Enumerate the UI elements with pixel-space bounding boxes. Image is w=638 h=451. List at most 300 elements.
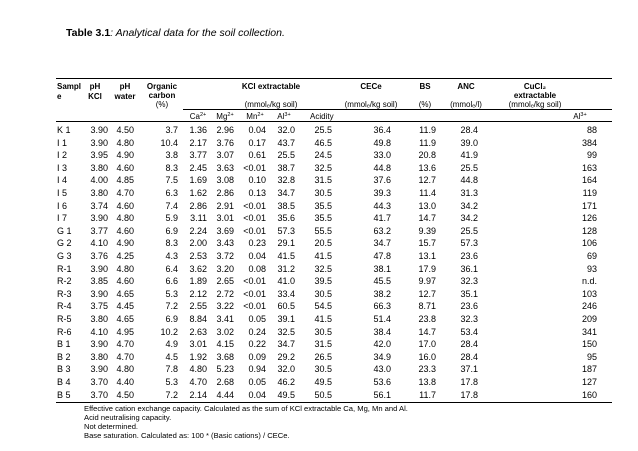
- cell-cucl: 106: [581, 238, 597, 249]
- cell-ph-kcl: 3.85: [90, 276, 108, 287]
- cell-sample: R-2: [57, 276, 72, 287]
- cell-bs: 14.7: [418, 213, 436, 224]
- cell-ca: 2.63: [189, 326, 207, 337]
- cell-sample: B 4: [57, 377, 71, 387]
- cell-ph-kcl: 4.10: [90, 238, 108, 249]
- cell-ca: 2.53: [189, 251, 207, 261]
- cell-mg: 3.08: [216, 175, 234, 186]
- cell-ph-kcl: 3.74: [90, 200, 108, 211]
- cell-cucl: 93: [586, 263, 597, 274]
- cell-ca: 2.24: [189, 225, 207, 236]
- cell-cece: 36.4: [373, 125, 391, 135]
- cell-ph-kcl: 3.76: [90, 251, 108, 261]
- cell-cucl: 127: [581, 377, 597, 387]
- cell-bs: 13.0: [418, 200, 436, 211]
- cell-acidity: 30.5: [314, 188, 332, 198]
- header-ca: $Ca^{2+}$: [189, 112, 207, 121]
- cell-ca: 1.62: [189, 188, 207, 198]
- cell-acidity: 32.5: [314, 162, 332, 173]
- cell-ph-water: 4.50: [116, 125, 134, 135]
- cell-cucl: 341: [581, 326, 597, 337]
- cell-ph-water: 4.60: [116, 200, 134, 211]
- cell-al: 35.6: [277, 213, 295, 224]
- cell-al: 32.8: [277, 175, 295, 186]
- cell-cece: 34.9: [373, 351, 391, 362]
- cell-ph-kcl: 3.90: [90, 263, 108, 274]
- cell-sample: I 6: [57, 200, 68, 211]
- cell-ph-kcl: 3.80: [90, 188, 108, 198]
- cell-ca: 4.70: [189, 377, 207, 387]
- cell-ph-water: 4.50: [116, 389, 134, 400]
- cell-bs: 13.1: [418, 251, 436, 261]
- cell-mg: 3.01: [216, 213, 234, 224]
- bottom-rule: [56, 402, 612, 403]
- cell-ph-kcl: 3.90: [90, 364, 108, 375]
- cell-mn: 0.24: [248, 326, 266, 337]
- cell-cucl: 103: [581, 288, 597, 299]
- cell-al: 32.0: [277, 364, 295, 375]
- cell-bs: 13.6: [418, 162, 436, 173]
- cell-anc: 23.6: [460, 301, 478, 312]
- header-al: $Al^{3+}$: [277, 112, 291, 121]
- cell-organic: 6.3: [165, 188, 178, 198]
- cell-mn: 0.09: [248, 351, 266, 362]
- header-cece-unit: (mmolₑ/kg soil): [344, 100, 398, 109]
- top-rule: [56, 78, 612, 79]
- cell-acidity: 41.5: [314, 251, 332, 261]
- cell-ph-water: 4.60: [116, 276, 134, 287]
- cell-ca: 3.11: [190, 213, 207, 224]
- cell-cece: 43.0: [373, 364, 391, 375]
- cell-al: 57.3: [277, 225, 295, 236]
- cell-ph-water: 4.80: [116, 137, 134, 148]
- cell-ca: 4.80: [189, 364, 207, 375]
- cell-mg: 3.63: [216, 162, 234, 173]
- cell-sample: B 5: [57, 389, 71, 400]
- cell-ca: 2.00: [189, 238, 207, 249]
- cell-acidity: 31.5: [314, 175, 332, 186]
- header-ph-kcl: pH: [89, 82, 101, 91]
- cell-sample: I 4: [57, 175, 68, 186]
- cell-acidity: 46.5: [314, 137, 332, 148]
- cell-ph-kcl: 3.90: [90, 137, 108, 148]
- cell-sample: R-6: [57, 326, 72, 337]
- cell-organic: 7.5: [165, 175, 178, 186]
- cell-ph-kcl: 3.70: [90, 389, 108, 400]
- cell-al: 46.2: [277, 377, 295, 387]
- header-mn: $Mn^{2+}$: [246, 112, 264, 121]
- cell-acidity: 54.5: [314, 301, 332, 312]
- cell-organic: 7.2: [165, 389, 178, 400]
- header-cucl: CuCl₂: [523, 82, 547, 91]
- cell-ph-water: 4.40: [116, 377, 134, 387]
- table-row: [0, 162, 638, 175]
- note-bs: Base saturation. Calculated as: 100 * (Basic cations) / CECe.: [84, 431, 290, 440]
- table-row: [0, 338, 638, 351]
- cell-bs: 9.97: [418, 276, 436, 287]
- table-row: [0, 200, 638, 213]
- table-row: [0, 187, 638, 200]
- header-sample: Sampl: [57, 82, 82, 91]
- table-row: [0, 250, 638, 263]
- cell-sample: R-5: [57, 314, 72, 324]
- cell-anc: 28.4: [460, 339, 478, 350]
- cell-anc: 39.0: [460, 137, 478, 148]
- header-sample-2: e: [57, 92, 62, 101]
- cell-ph-kcl: 3.80: [90, 351, 108, 362]
- header-cucl-al: $Al^{3+}$: [573, 112, 587, 121]
- cell-mg: 3.07: [216, 150, 234, 161]
- cell-ph-kcl: 3.90: [90, 125, 108, 135]
- cell-acidity: 31.5: [314, 339, 332, 350]
- cell-cece: 42.0: [373, 339, 391, 350]
- cell-organic: 5.9: [165, 213, 178, 224]
- cell-bs: 11.4: [419, 188, 436, 198]
- cell-organic: 3.8: [165, 150, 178, 161]
- table-row: [0, 263, 638, 276]
- cell-ca: 3.62: [189, 263, 207, 274]
- cell-al: 25.5: [277, 150, 295, 161]
- cell-anc: 44.8: [460, 175, 478, 186]
- header-ph-kcl-2: KCl: [88, 92, 102, 101]
- cell-ph-water: 4.65: [116, 288, 134, 299]
- cell-ph-kcl: 3.90: [90, 213, 108, 224]
- cell-cucl: 246: [581, 301, 597, 312]
- cell-organic: 10.4: [160, 137, 178, 148]
- cell-ph-kcl: 4.10: [90, 326, 108, 337]
- cell-mn: <0.01: [243, 162, 266, 173]
- cell-bs: 23.3: [418, 364, 436, 375]
- cell-ph-water: 4.85: [116, 175, 134, 186]
- cell-organic: 3.7: [165, 125, 178, 135]
- cell-mg: 3.68: [216, 351, 234, 362]
- cell-bs: 12.7: [418, 288, 436, 299]
- table-row: [0, 326, 638, 339]
- note-nd: Not determined.: [84, 422, 139, 431]
- cell-cece: 51.4: [373, 314, 391, 324]
- table-caption: [66, 27, 285, 39]
- header-ph-water: pH: [119, 82, 131, 91]
- cell-acidity: 25.5: [314, 125, 332, 135]
- cell-bs: 23.8: [418, 314, 436, 324]
- cell-sample: I 7: [57, 213, 68, 224]
- cell-ph-kcl: 3.75: [90, 301, 108, 312]
- cell-ca: 2.14: [189, 389, 207, 400]
- cell-sample: G 2: [57, 238, 72, 249]
- cell-cece: 38.2: [373, 288, 391, 299]
- cell-mn: 0.05: [248, 314, 266, 324]
- cell-mn: 0.05: [248, 377, 266, 387]
- cell-bs: 14.7: [418, 326, 436, 337]
- cell-organic: 8.3: [165, 162, 178, 173]
- cell-cucl: 187: [581, 364, 597, 375]
- cell-cece: 41.7: [373, 213, 391, 224]
- cell-ca: 1.36: [189, 125, 207, 135]
- cell-acidity: 49.5: [314, 377, 332, 387]
- cell-organic: 7.2: [165, 301, 178, 312]
- cell-mn: 0.61: [248, 150, 266, 161]
- cell-mn: 0.08: [248, 263, 266, 274]
- header-cece: CECe: [360, 82, 382, 91]
- table-row: [0, 288, 638, 301]
- cell-acidity: 30.5: [314, 364, 332, 375]
- cell-ph-water: 4.25: [116, 251, 134, 261]
- cell-cucl: 69: [586, 251, 597, 261]
- cell-organic: 10.2: [160, 326, 178, 337]
- cell-cece: 39.3: [373, 188, 391, 198]
- cell-acidity: 20.5: [314, 238, 332, 249]
- cell-ph-kcl: 3.80: [90, 314, 108, 324]
- cell-anc: 34.2: [460, 200, 478, 211]
- cell-ph-kcl: 3.90: [90, 288, 108, 299]
- cell-mg: 4.44: [216, 389, 234, 400]
- cell-anc: 57.3: [460, 238, 478, 249]
- cell-al: 49.5: [277, 389, 295, 400]
- subheader-rule: [183, 109, 612, 110]
- header-anc: ANC: [457, 82, 475, 91]
- cell-anc: 23.6: [460, 251, 478, 261]
- cell-ph-water: 4.80: [116, 263, 134, 274]
- header-kcl-unit: (mmolₑ/kg soil): [244, 100, 298, 109]
- cell-ph-water: 4.45: [116, 301, 134, 312]
- cell-mn: 0.04: [248, 251, 266, 261]
- cell-ca: 8.84: [189, 314, 207, 324]
- cell-cucl: 171: [581, 200, 597, 211]
- table-row: [0, 300, 638, 313]
- cell-ph-water: 4.65: [116, 314, 134, 324]
- cell-mn: 0.04: [248, 389, 266, 400]
- cell-ph-water: 4.80: [116, 364, 134, 375]
- cell-organic: 6.4: [165, 263, 178, 274]
- cell-sample: I 2: [57, 150, 68, 161]
- cell-cucl: 99: [586, 150, 597, 161]
- cell-mn: 0.17: [248, 137, 266, 148]
- cell-cece: 53.6: [373, 377, 391, 387]
- cell-cece: 66.3: [373, 301, 391, 312]
- cell-mg: 2.65: [216, 276, 234, 287]
- cell-bs: 13.8: [418, 377, 436, 387]
- cell-mn: <0.01: [243, 225, 266, 236]
- cell-mg: 4.15: [216, 339, 234, 350]
- cell-organic: 8.3: [165, 238, 178, 249]
- cell-cucl: 95: [586, 351, 597, 362]
- cell-bs: 17.9: [418, 263, 436, 274]
- cell-bs: 17.0: [418, 339, 436, 350]
- table-row: [0, 275, 638, 288]
- cell-bs: 9.39: [418, 225, 436, 236]
- table-row: [0, 149, 638, 162]
- cell-al: 29.1: [277, 238, 295, 249]
- header-bs: BS: [419, 82, 431, 91]
- cell-mg: 2.72: [216, 288, 234, 299]
- header-anc-unit: (mmolₑ/l): [450, 100, 482, 109]
- cell-bs: 12.7: [418, 175, 436, 186]
- cell-anc: 36.1: [460, 263, 478, 274]
- table-row: [0, 389, 638, 402]
- cell-mg: 5.23: [216, 364, 234, 375]
- cell-cece: 38.1: [373, 263, 391, 274]
- cell-ca: 2.86: [189, 200, 207, 211]
- cell-al: 29.2: [277, 351, 295, 362]
- header-ph-water-2: water: [114, 92, 136, 101]
- cell-cece: 63.2: [373, 225, 391, 236]
- cell-mn: <0.01: [243, 213, 266, 224]
- cell-bs: 15.7: [418, 238, 436, 249]
- cell-cece: 34.7: [373, 238, 391, 249]
- cell-mn: 0.94: [248, 364, 266, 375]
- cell-anc: 34.2: [460, 213, 478, 224]
- table-row: [0, 376, 638, 389]
- cell-mg: 3.41: [216, 314, 234, 324]
- cell-anc: 28.4: [460, 125, 478, 135]
- cell-ca: 1.89: [189, 276, 207, 287]
- table-row: [0, 212, 638, 225]
- cell-cucl: 119: [582, 188, 597, 198]
- cell-al: 32.5: [277, 326, 295, 337]
- cell-anc: 32.3: [460, 276, 478, 287]
- cell-ph-water: 4.90: [116, 150, 134, 161]
- cell-ca: 2.55: [189, 301, 207, 312]
- cell-ca: 3.01: [189, 339, 207, 350]
- cell-sample: R-3: [57, 288, 72, 299]
- cell-organic: 7.8: [165, 364, 178, 375]
- cell-anc: 31.3: [460, 188, 478, 198]
- cell-ph-water: 4.95: [116, 326, 134, 337]
- header-bottom-rule: [56, 121, 612, 122]
- cell-mg: 3.20: [216, 263, 234, 274]
- cell-organic: 6.6: [165, 276, 178, 287]
- cell-acidity: 26.5: [314, 351, 332, 362]
- cell-organic: 4.5: [165, 351, 178, 362]
- cell-al: 31.2: [277, 263, 295, 274]
- header-organic-2: carbon: [148, 91, 176, 100]
- cell-anc: 25.5: [460, 162, 478, 173]
- table-row: [0, 137, 638, 150]
- cell-al: 60.5: [277, 301, 295, 312]
- cell-ph-water: 4.80: [116, 213, 134, 224]
- cell-ph-kcl: 3.80: [90, 162, 108, 173]
- cell-organic: 6.9: [165, 314, 178, 324]
- cell-ph-water: 4.70: [116, 188, 134, 198]
- cell-ph-water: 4.70: [116, 351, 134, 362]
- cell-al: 32.0: [277, 125, 295, 135]
- cell-cece: 49.8: [373, 137, 391, 148]
- cell-mg: 3.69: [216, 225, 234, 236]
- note-cece: Effective cation exchange capacity. Calculated as the sum of KCl extractable Ca, Mg, Mn and Al.: [84, 404, 408, 413]
- table-row: [0, 351, 638, 364]
- cell-anc: 17.8: [460, 389, 478, 400]
- cell-mn: 0.22: [248, 339, 266, 350]
- header-bs-unit: (%): [418, 100, 432, 109]
- header-kcl-extractable: KCl extractable: [241, 82, 301, 91]
- cell-cucl: 160: [581, 389, 597, 400]
- cell-mg: 3.76: [216, 137, 234, 148]
- cell-organic: 6.9: [165, 225, 178, 236]
- cell-ca: 1.69: [189, 175, 207, 186]
- cell-acidity: 35.5: [314, 213, 332, 224]
- table-row: [0, 363, 638, 376]
- cell-acidity: 55.5: [314, 225, 332, 236]
- cell-bs: 11.9: [419, 125, 436, 135]
- cell-cece: 37.6: [373, 175, 391, 186]
- cell-ca: 3.77: [189, 150, 207, 161]
- cell-ph-water: 4.70: [116, 339, 134, 350]
- cell-bs: 11.7: [419, 389, 436, 400]
- cell-al: 43.7: [277, 137, 295, 148]
- cell-anc: 41.9: [460, 150, 478, 161]
- cell-al: 39.1: [277, 314, 295, 324]
- cell-ph-kcl: 4.00: [90, 175, 108, 186]
- cell-bs: 8.71: [418, 301, 436, 312]
- cell-cece: 44.3: [373, 200, 391, 211]
- cell-acidity: 39.5: [314, 276, 332, 287]
- cell-al: 34.7: [277, 188, 295, 198]
- cell-cucl: 150: [581, 339, 597, 350]
- cell-anc: 17.8: [460, 377, 478, 387]
- cell-sample: K 1: [57, 125, 71, 135]
- cell-anc: 53.4: [460, 326, 478, 337]
- cell-sample: B 3: [57, 364, 71, 375]
- cell-cucl: 163: [581, 162, 597, 173]
- cell-cucl: n.d.: [581, 276, 597, 287]
- cell-organic: 4.9: [165, 339, 178, 350]
- cell-mn: <0.01: [243, 301, 266, 312]
- cell-anc: 35.1: [460, 288, 478, 299]
- cell-acidity: 30.5: [314, 326, 332, 337]
- table-caption-text: : Analytical data for the soil collection.: [110, 27, 285, 39]
- cell-anc: 32.3: [460, 314, 478, 324]
- cell-cucl: 384: [581, 137, 597, 148]
- cell-al: 34.7: [277, 339, 295, 350]
- header-cucl-2: extractable: [513, 91, 557, 100]
- cell-organic: 5.3: [165, 377, 178, 387]
- cell-cece: 33.0: [373, 150, 391, 161]
- header-cucl-unit: (mmolₑ/kg soil): [508, 100, 562, 109]
- cell-ph-kcl: 3.90: [90, 339, 108, 350]
- cell-ph-kcl: 3.95: [90, 150, 108, 161]
- cell-organic: 7.4: [165, 200, 178, 211]
- cell-mg: 2.91: [216, 200, 234, 211]
- cell-ca: 2.17: [189, 137, 207, 148]
- table-caption-label: Table 3.1: [66, 27, 111, 39]
- cell-acidity: 41.5: [314, 314, 332, 324]
- cell-mn: 0.10: [248, 175, 266, 186]
- cell-ca: 1.92: [189, 351, 207, 362]
- cell-mg: 3.72: [216, 251, 234, 261]
- cell-mn: 0.23: [248, 238, 266, 249]
- cell-bs: 11.9: [419, 137, 436, 148]
- cell-mg: 2.96: [216, 125, 234, 135]
- header-organic-unit: (%): [155, 100, 169, 109]
- cell-acidity: 30.5: [314, 288, 332, 299]
- cell-mg: 2.68: [216, 377, 234, 387]
- cell-sample: R-4: [57, 301, 72, 312]
- cell-sample: I 5: [57, 188, 68, 198]
- cell-cece: 44.8: [373, 162, 391, 173]
- cell-al: 38.7: [277, 162, 295, 173]
- cell-sample: G 1: [57, 225, 72, 236]
- cell-cece: 56.1: [373, 389, 391, 400]
- cell-acidity: 24.5: [314, 150, 332, 161]
- cell-sample: I 1: [57, 137, 68, 148]
- cell-acidity: 50.5: [314, 389, 332, 400]
- table-row: [0, 225, 638, 238]
- table-row: [0, 124, 638, 137]
- note-anc: Acid neutralising capacity.: [84, 413, 172, 422]
- cell-al: 33.4: [277, 288, 295, 299]
- cell-cece: 47.8: [373, 251, 391, 261]
- cell-sample: I 3: [57, 162, 68, 173]
